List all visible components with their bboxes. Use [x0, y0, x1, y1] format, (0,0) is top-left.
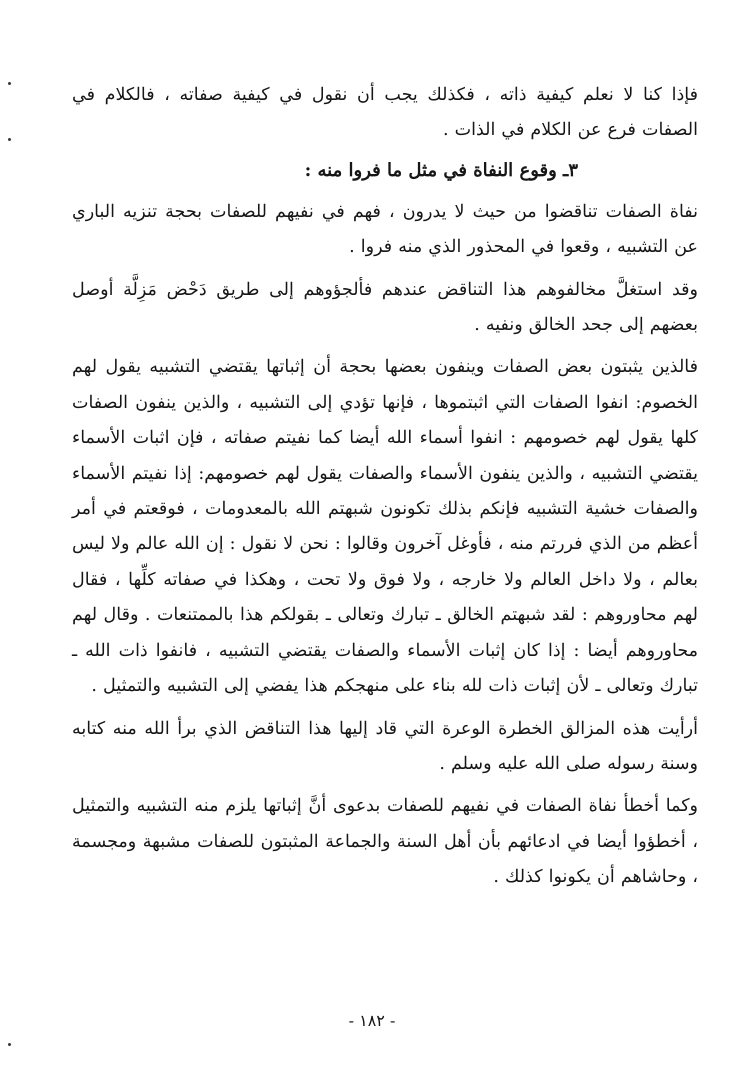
- paragraph: نفاة الصفات تناقضوا من حيث لا يدرون ، فهم في نفيهم للصفات بحجة تنزيه الباري عن التشبيه ، وقعوا في المحذور الذي منه فروا .: [72, 201, 698, 258]
- paragraph: أرأيت هذه المزالق الخطرة الوعرة التي قاد إليها هذا التناقض الذي برأ الله منه كتابه وسنة رسوله صلى الله عليه وسلم .: [72, 718, 699, 774]
- scan-speck: [8, 138, 11, 141]
- paragraph: وكما أخطأ نفاة الصفات في نفيهم للصفات بدعوى أنَّ إثباتها يلزم منه التشبيه والتمثيل ، أخطؤوا أيضا في ادعائهم بأن أهل السنة والجماعة المثبتون للصفات مشبهة ومجسمة ، وحاشاهم أن يكونوا كذلك .: [72, 796, 698, 888]
- paragraph: فإذا كنا لا نعلم كيفية ذاته ، فكذلك يجب أن نقول في كيفية صفاته ، فالكلام في الصفات فرع عن الكلام في الذات .: [72, 85, 698, 141]
- page-body: [72, 78, 698, 896]
- section-heading: ٣ـ وقوع النفاة في مثل ما فروا منه :: [304, 159, 578, 181]
- page-number: - ١٨٢ -: [348, 1011, 396, 1030]
- scan-speck: [8, 82, 11, 85]
- scan-speck: [8, 1043, 11, 1046]
- paragraph: فالذين يثبتون بعض الصفات وينفون بعضها بحجة أن إثباتها يقتضي التشبيه يقول لهم الخصوم: انفوا الصفات التي اثبتموها ، فإنها تؤدي إلى التشبيه ، والذين ينفون الصفات كلها يقول لهم خصومهم : انفوا أسماء الله أيضا كما نفيتم صفاته ، فإن اثبات الأسماء يقتضي التشبيه ، والذين ينفون الأسماء والصفات يقول لهم خصومهم: إذا نفيتم الأسماء والصفات خشية التشبيه فإنكم بذلك تكونون شبهتم الله بالمعدومات ، فوقعتم في أمر أعظم من الذي فررتم منه ، فأوغل آخرون وقالوا : نحن لا نقول : إن الله عالم ولا ليس بعالم ، ولا داخل العالم ولا خارجه ، ولا فوق ولا تحت ، وهكذا في صفاته كلِّها ، فقال لهم محاوروهم : لقد شبهتم الخالق ـ تبارك وتعالى ـ بقولكم هذا بالممتنعات . وقال لهم محاوروهم أيضا : إذا كان إثبات الأسماء والصفات يقتضي التشبيه ، فانفوا ذات الله ـ تبارك وتعالى ـ لأن إثبات ذات لله بناء على منهجكم هذا يفضي إلى التشبيه والتمثيل .: [72, 357, 698, 697]
- paragraph: وقد استغلَّ مخالفوهم هذا التناقض عندهم فألجؤوهم إلى طريق دَحْض مَزِلَّة أوصل بعضهم إلى جحد الخالق ونفيه .: [72, 279, 698, 336]
